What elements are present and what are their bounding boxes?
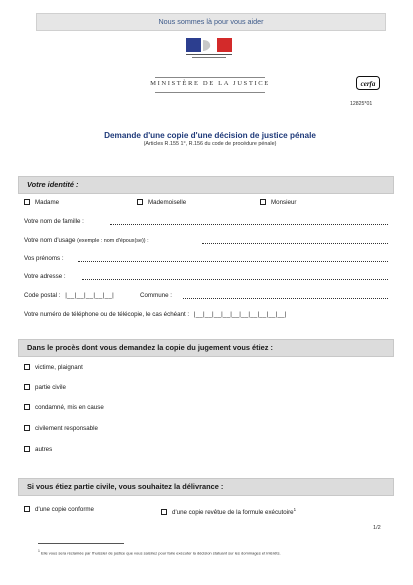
document-title: Demande d'une copie d'une décision de justice pénale: [104, 131, 316, 140]
field-telephone-boxes[interactable]: |__|__|__|__|__|__|__|__|__|__|: [193, 311, 287, 318]
page-number: 1/2: [373, 525, 381, 531]
checkbox-label: civilement responsable: [35, 425, 98, 432]
cerfa-logo: [356, 76, 380, 90]
checkbox-box[interactable]: [24, 384, 30, 390]
checkbox-monsieur[interactable]: [260, 198, 296, 208]
section-process-heading: Dans le procès dont vous demandez la copie du jugement vous étiez :: [18, 339, 394, 357]
checkbox-box[interactable]: [260, 199, 266, 205]
checkbox-label: Monsieur: [271, 199, 297, 206]
field-code-postal: [24, 291, 114, 301]
checkbox-label: d'une copie revêtue de la formule exécutoire: [172, 509, 294, 517]
checkbox-madame[interactable]: [24, 198, 59, 208]
checkbox-civilement-responsable[interactable]: [24, 424, 98, 434]
checkbox-label: autres: [35, 446, 53, 453]
document-subtitle: (Articles R.155 1°, R.156 du code de procédure pénale): [143, 141, 277, 147]
footnote-rule: [38, 543, 124, 544]
field-nom-usage-text: Votre nom d'usage: [24, 237, 76, 244]
checkbox-box[interactable]: [137, 199, 143, 205]
checkbox-label: condamné, mis en cause: [35, 404, 104, 411]
field-prenoms-input[interactable]: [78, 261, 388, 262]
checkbox-box[interactable]: [24, 404, 30, 410]
field-commune-label: Commune :: [140, 292, 172, 299]
checkbox-label: Madame: [35, 199, 60, 206]
field-nom-famille-input[interactable]: [110, 224, 388, 225]
checkbox-formule-executoire[interactable]: [161, 505, 296, 515]
top-banner: Nous sommes là pour vous aider: [36, 13, 386, 31]
checkbox-box[interactable]: [24, 506, 30, 512]
field-adresse-label: Votre adresse :: [24, 273, 66, 280]
cerfa-number: 12825*01: [350, 101, 373, 107]
field-telephone: [24, 310, 287, 320]
checkbox-partie-civile[interactable]: [24, 383, 66, 393]
field-nom-usage-hint: (exemple : nom d'époux(se)) :: [77, 238, 149, 244]
checkbox-victime[interactable]: [24, 363, 83, 373]
checkbox-box[interactable]: [24, 425, 30, 431]
field-code-postal-label: Code postal :: [24, 292, 61, 299]
checkbox-label: d'une copie conforme: [35, 506, 94, 513]
field-nom-famille-label: Votre nom de famille :: [24, 218, 84, 225]
field-telephone-label: Votre numéro de téléphone ou de télécopie, le cas échéant :: [24, 311, 190, 318]
checkbox-box[interactable]: [161, 509, 167, 515]
marianne-logo: [186, 38, 232, 60]
field-nom-usage-input[interactable]: [202, 243, 388, 244]
ministry-rule-bottom: [155, 92, 265, 93]
checkbox-box[interactable]: [24, 364, 30, 370]
ministry-rule-top: [155, 77, 265, 78]
svg-text:cerfa: cerfa: [360, 80, 376, 88]
checkbox-condamne[interactable]: [24, 403, 104, 413]
footnote-marker: 1: [38, 549, 40, 553]
checkbox-mademoiselle[interactable]: [137, 198, 186, 208]
field-code-postal-boxes[interactable]: |__|__|__|__|__|: [65, 292, 115, 299]
checkbox-autres[interactable]: [24, 445, 52, 455]
ministry-name: MINISTÈRE DE LA JUSTICE: [150, 80, 270, 87]
checkbox-label: victime, plaignant: [35, 364, 83, 371]
checkbox-box[interactable]: [24, 446, 30, 452]
field-adresse-input[interactable]: [82, 279, 388, 280]
field-nom-usage-label: [24, 236, 149, 246]
section-delivery-heading: Si vous étiez partie civile, vous souhaitez la délivrance :: [18, 478, 394, 496]
footnote-text: Elle vous sera réclamée par l'huissier de justice que vous saisirez pour faire exécuter la décision statuant sur les dommages et intérêts.: [41, 550, 281, 556]
field-prenoms-label: Vos prénoms :: [24, 255, 64, 262]
checkbox-box[interactable]: [24, 199, 30, 205]
checkbox-label: partie civile: [35, 384, 66, 391]
section-identity-heading: Votre identité :: [18, 176, 394, 194]
field-commune-input[interactable]: [183, 298, 388, 299]
footnote-reference: 1: [293, 507, 297, 512]
checkbox-copie-conforme[interactable]: [24, 505, 94, 515]
footnote: [38, 549, 378, 555]
checkbox-label: Mademoiselle: [148, 199, 187, 206]
